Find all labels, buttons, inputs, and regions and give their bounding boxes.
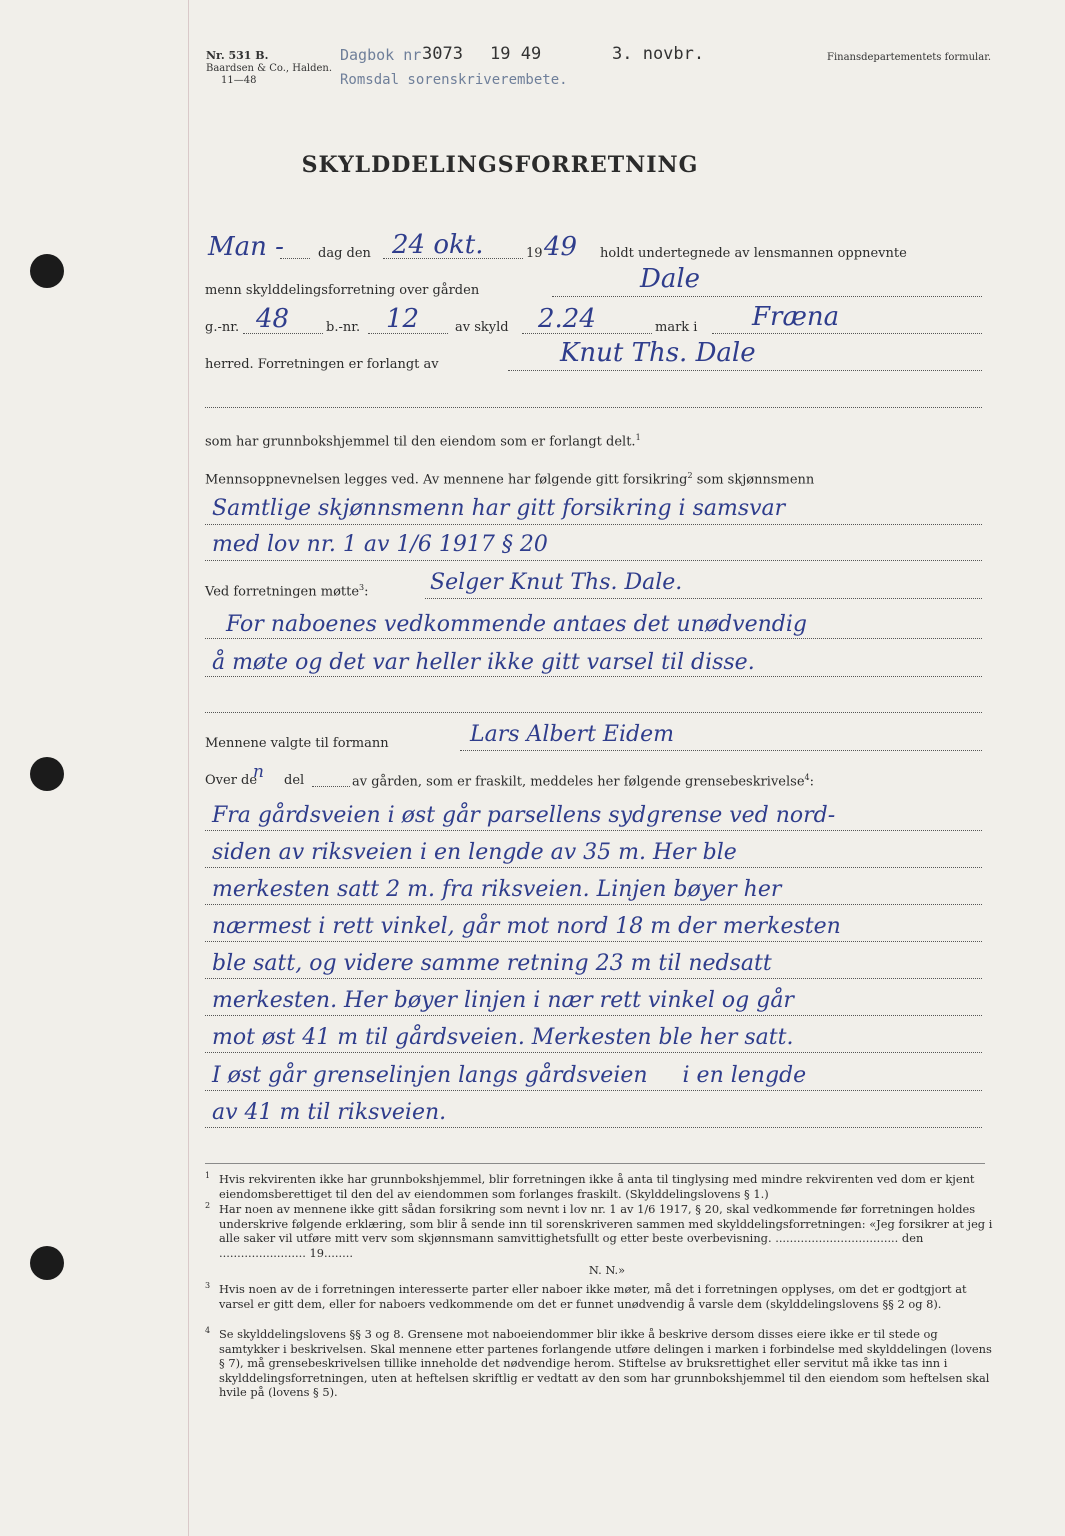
boundary-line-9: av 41 m til riksveien.	[212, 1100, 447, 1125]
boundary-line-5: ble satt, og videre samme retning 23 m til nedsatt	[212, 951, 772, 976]
insurance-line-2	[205, 560, 982, 561]
skyld-line	[522, 333, 652, 334]
bnr-line	[368, 333, 448, 334]
attendance-value-1: Selger Knut Ths. Dale.	[430, 570, 683, 595]
bnr-value: 12	[386, 304, 420, 334]
farm-value: Dale	[640, 264, 701, 294]
insurance-label: Mennsoppnevnelsen legges ved. Av mennene har følgende gitt forsikring$^2$ som skjønnsmenn	[205, 471, 815, 488]
footnote-3: 3 Hvis noen av de i forretningen interesserte parter eller naboer ikke møter, må det i forretningen opplyses, om det er godtgjort at varsel er gitt dem, eller for naboers vedkommende om det er funnet unødvendig å varsle dem (skylddelingslovens §§ 2 og 8).	[205, 1281, 967, 1311]
footnote-1: 1 Hvis rekvirenten ikke har grunnbokshjemmel, blir forretningen ikke å anta til tinglysing med mindre rekvirenten ved dom er kjent eiendomsberettiget til den del av eiendommen som forlanges fraskilt. (Skylddelingslovens § 1.)	[205, 1171, 975, 1201]
boundary-line-4: nærmest i rett vinkel, går mot nord 18 m der merkesten	[212, 914, 841, 939]
boundary-rule-7	[205, 1052, 982, 1053]
gnr-value: 48	[256, 304, 290, 334]
attendance-value-3: å møte og det var heller ikke gitt varsel til disse.	[212, 650, 755, 675]
print-code: 11—48	[221, 75, 257, 86]
stamp-diary-number: 3073	[422, 44, 463, 64]
attendance-line-3	[205, 676, 982, 677]
publisher: Baardsen & Co., Halden.	[206, 63, 333, 74]
punch-hole-bottom	[30, 1246, 64, 1280]
requester-line	[508, 370, 982, 371]
boundary-intro-b: del	[284, 773, 305, 788]
attendance-line-1	[425, 598, 982, 599]
skyld-value: 2.24	[538, 304, 596, 334]
attendance-label: Ved forretningen møtte$^3$:	[205, 583, 369, 600]
boundary-intro-c: av gården, som er fraskilt, meddeles her følgende grensebeskrivelse$^4$:	[352, 773, 814, 790]
line1-tail: holdt undertegnede av lensmannen oppnevnte	[600, 246, 907, 261]
gnr-label: g.-nr.	[205, 320, 240, 335]
stamp-year: 19 49	[490, 44, 542, 64]
insurance-value-2: med lov nr. 1 av 1/6 1917 § 20	[212, 532, 548, 557]
mark-label: mark i	[655, 320, 698, 335]
boundary-intro-hw: n	[253, 762, 264, 782]
grunnbok-text: som har grunnbokshjemmel til den eiendom som er forlangt delt.$^1$	[205, 433, 641, 450]
boundary-rule-8	[205, 1090, 982, 1091]
weekday-line	[280, 258, 310, 259]
boundary-line-8: I øst går grenselinjen langs gårdsveien i en lengde	[212, 1063, 807, 1088]
punch-hole-middle	[30, 757, 64, 791]
stamp-office: Romsdal sorenskriverembete.	[340, 72, 568, 88]
insurance-line-1	[205, 524, 982, 525]
attendance-value-2: For naboenes vedkommende antaes det unødvendig	[226, 612, 808, 637]
attendance-line-2	[205, 638, 982, 639]
bnr-label: b.-nr.	[326, 320, 361, 335]
chair-value: Lars Albert Eidem	[470, 722, 674, 747]
chair-label: Mennene valgte til formann	[205, 736, 389, 751]
gnr-line	[243, 333, 323, 334]
insurance-value-1: Samtlige skjønnsmenn har gitt forsikring i samsvar	[212, 496, 786, 521]
margin-line	[188, 0, 189, 1536]
requester-value: Knut Ths. Dale	[560, 338, 756, 368]
herred-line	[712, 333, 982, 334]
boundary-line-3: merkesten satt 2 m. fra riksveien. Linjen bøyer her	[212, 877, 782, 902]
herred-value: Fræna	[752, 302, 840, 332]
stamp-diary-label: Dagbok nr	[340, 46, 422, 64]
footnote-2: 2 Har noen av mennene ikke gitt sådan forsikring som nevnt i lov nr. 1 av 1/6 1917, § 20, skal vedkommende før forretningen holdes underskrive følgende erklæring, som blir å sende inn til sorenskriveren sammen med skylddelingsforretningen: «Jeg forsikrer at jeg i alle saker vil utføre mitt verv som skjønnsmann samvittighetsfullt og etter beste overbevisning. .................................. den ........................ 19........	[205, 1201, 993, 1260]
stamp-date: 3. novbr.	[612, 44, 705, 64]
boundary-rule-3	[205, 904, 982, 905]
date-value: 24 okt.	[392, 230, 484, 260]
blank-line-2	[205, 712, 982, 713]
punch-hole-top	[30, 254, 64, 288]
boundary-line-6: merkesten. Her bøyer linjen i nær rett vinkel og går	[212, 988, 794, 1013]
weekday-value: Man -	[208, 232, 284, 262]
page-title: SKYLDDELINGSFORRETNING	[301, 152, 699, 178]
year-prefix: 19	[526, 246, 543, 261]
boundary-line-1: Fra gårdsveien i øst går parsellens sydgrense ved nord-	[212, 803, 836, 828]
requester-label: herred. Forretningen er forlangt av	[205, 357, 439, 372]
boundary-intro-a: Over de	[205, 773, 258, 788]
boundary-rule-6	[205, 1015, 982, 1016]
year-value: 49	[544, 232, 578, 262]
boundary-rule-5	[205, 978, 982, 979]
issuer: Finansdepartementets formular.	[827, 52, 992, 63]
farm-line	[552, 296, 982, 297]
boundary-rule-2	[205, 867, 982, 868]
date-line	[383, 258, 523, 259]
form-number: Nr. 531 B.	[206, 49, 269, 62]
boundary-rule-1	[205, 830, 982, 831]
boundary-rule-9	[205, 1127, 982, 1128]
farm-label: menn skylddelingsforretning over gården	[205, 283, 480, 298]
chair-line	[460, 750, 982, 751]
boundary-line-7: mot øst 41 m til gårdsveien. Merkesten ble her satt.	[212, 1025, 794, 1050]
boundary-intro-line	[312, 786, 350, 787]
footnote-2-signature: N. N.»	[588, 1263, 626, 1277]
boundary-rule-4	[205, 941, 982, 942]
skyld-label: av skyld	[455, 320, 509, 335]
blank-line-1	[205, 407, 982, 408]
boundary-line-2: siden av riksveien i en lengde av 35 m. Her ble	[212, 840, 737, 865]
footnote-divider	[205, 1163, 985, 1164]
day-label: dag den	[318, 246, 371, 261]
footnote-4: 4 Se skylddelingslovens §§ 3 og 8. Grensene mot naboeiendommer blir ikke å beskrive dersom disses eiere ikke er til stede og samtykker i beskrivelsen. Skal mennene etter partenes forlangende utføre delingen i marken i forbindelse med skylddelingen (lovens § 7), må grensebeskrivelsen tillike inneholde det nødvendige herom. Stiftelse av bruksrettighet eller servitut må ikke tas inn i skylddelingsforretningen, uten at heftelsen skriftlig er vedtatt av den som har grunnbokshjemmel til den eiendom som heftelsen skal hvile på (lovens § 5).	[205, 1326, 992, 1400]
